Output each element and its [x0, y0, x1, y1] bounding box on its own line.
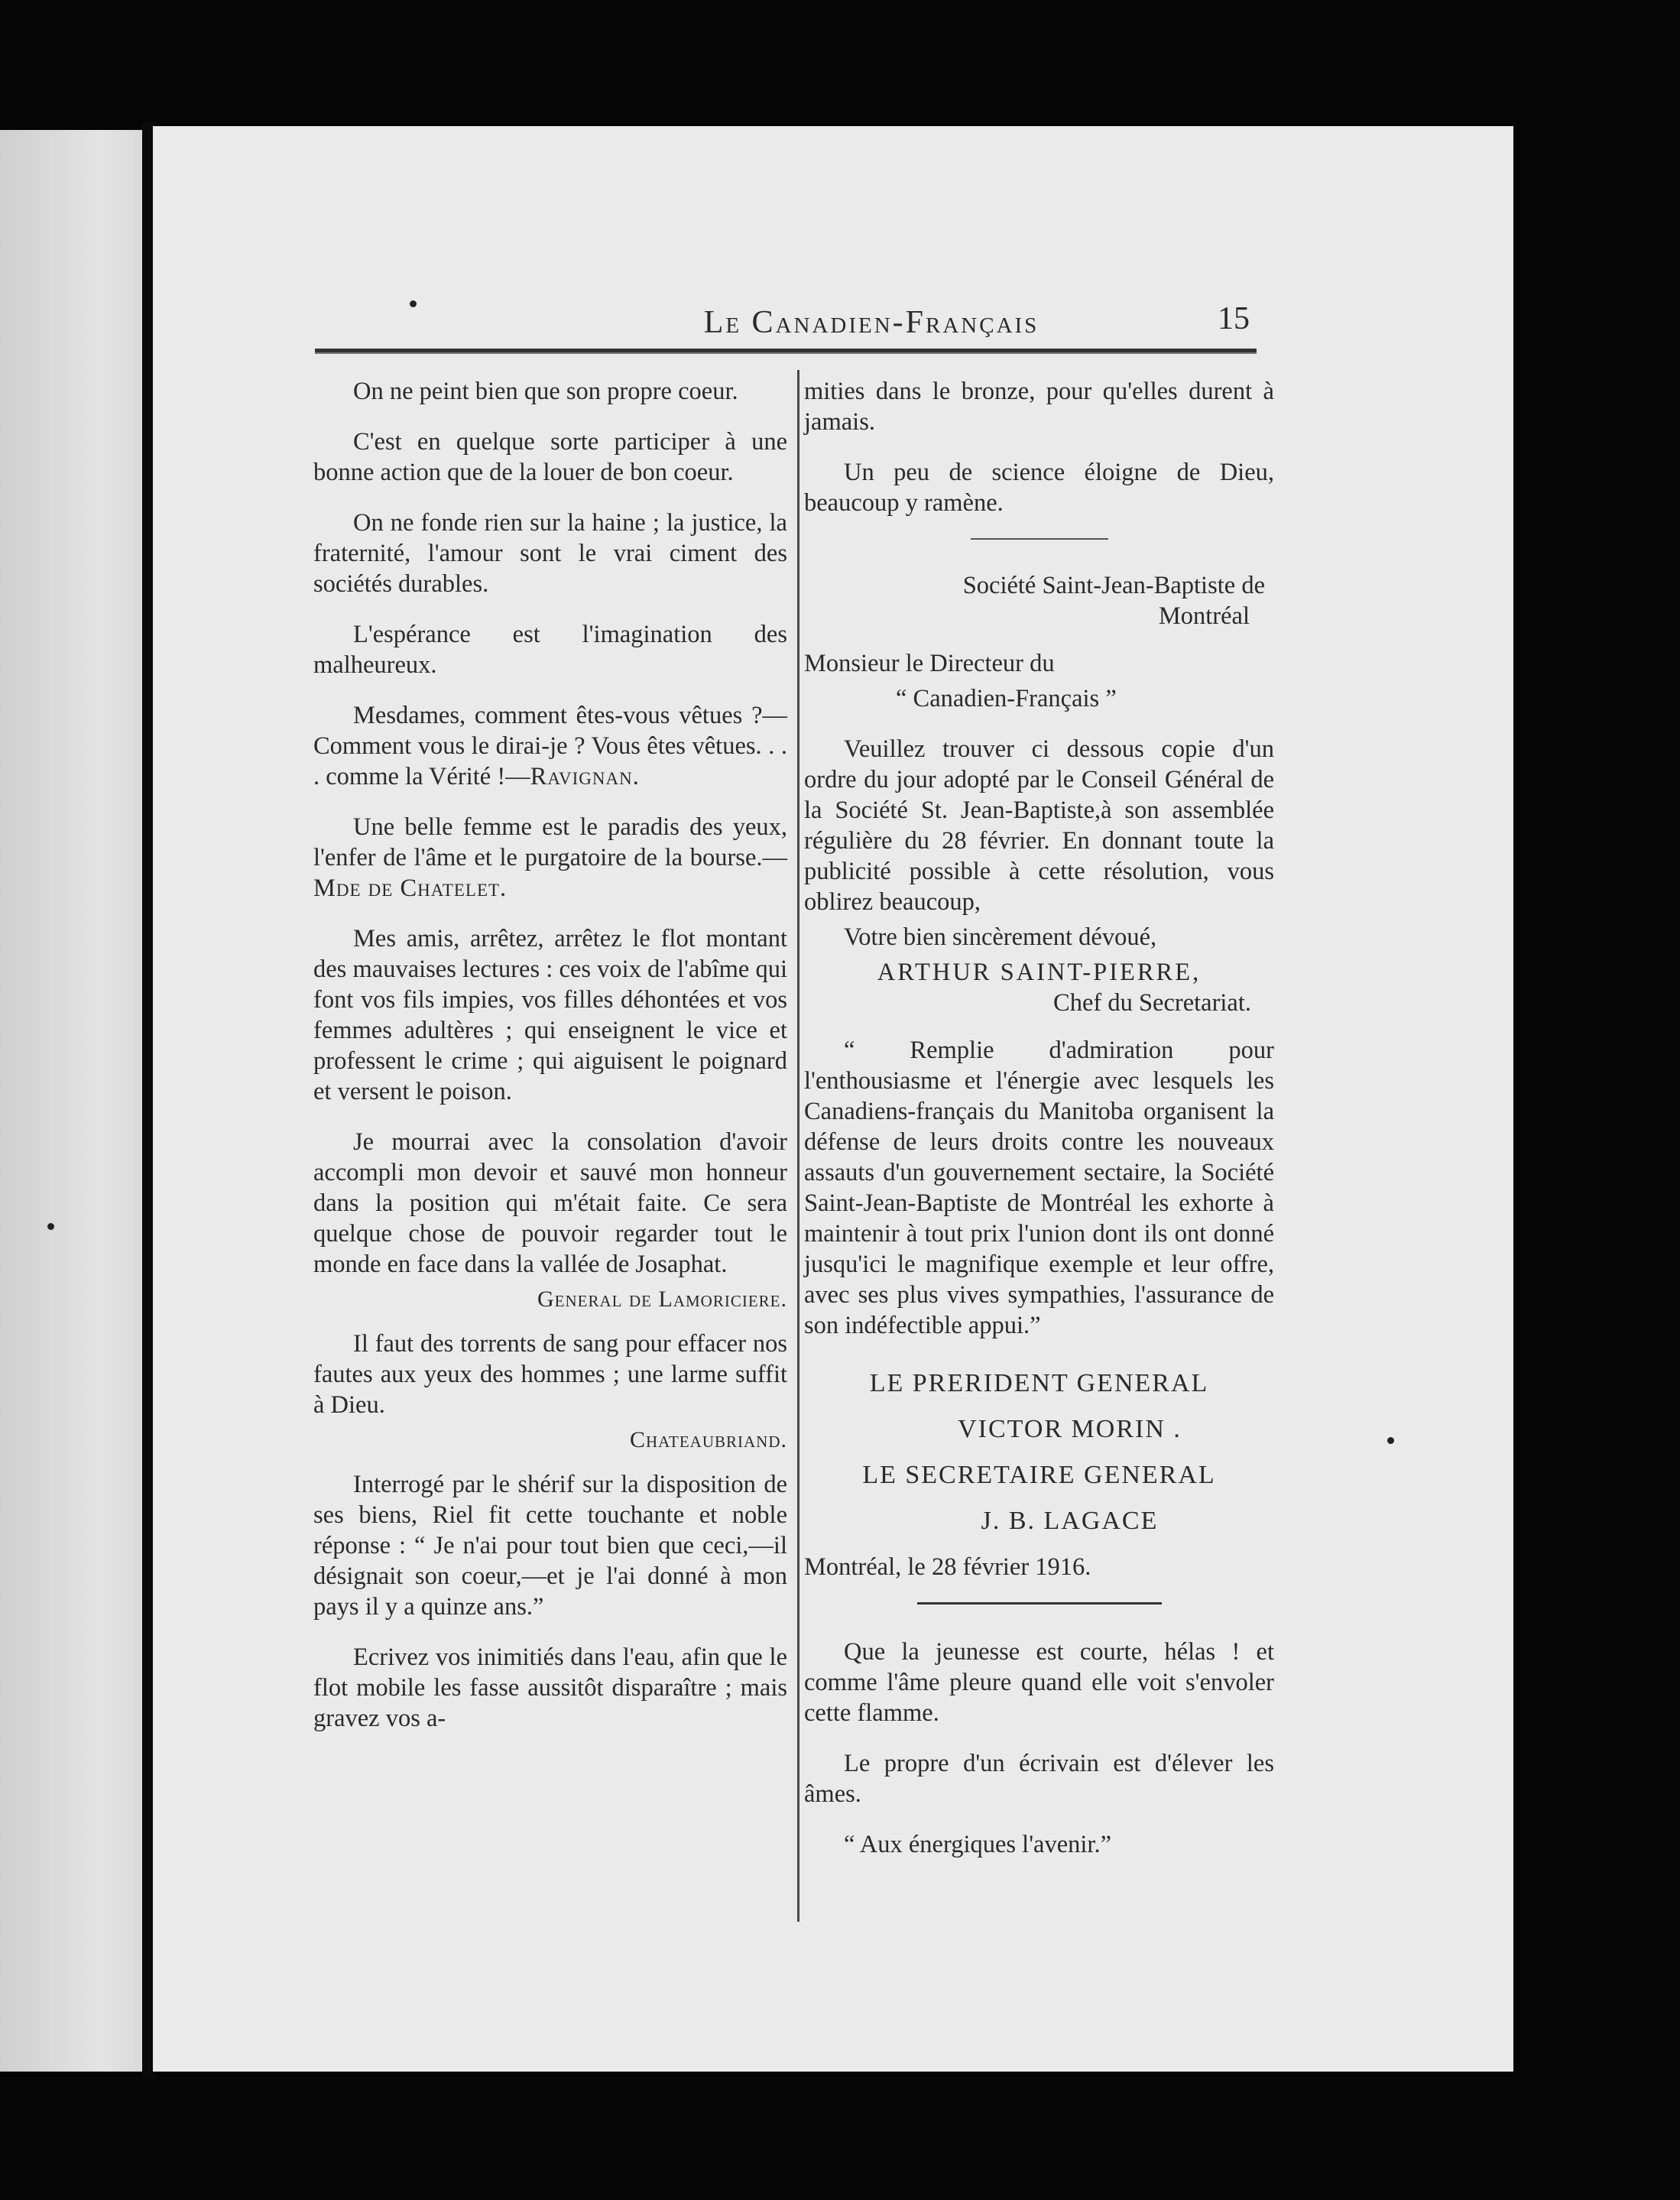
- maxim-paragraph: “ Aux énergiques l'avenir.”: [844, 1831, 1112, 1858]
- maxim-paragraph: L'espérance est l'imagination des malheureux.: [313, 621, 787, 679]
- maxim-paragraph: Je mourrai avec la consolation d'avoir accompli mon devoir et sauvé mon honneur dans la position qui m'était faite. Ce sera quelque chose de pouvoir regarder tout le monde en face dans la vallée de Josaphat.: [313, 1128, 787, 1278]
- column-rule: [797, 370, 799, 1922]
- maxim-paragraph: Ecrivez vos inimitiés dans l'eau, afin que le flot mobile les fasse aussitôt disparaître ; mais gravez vos a-: [313, 1644, 787, 1732]
- resolution-text: “ Remplie d'admiration pour l'enthousiasme et l'énergie avec lesquels les Canadiens-français du Manitoba organisent la défense de leurs droits contre les nouveaux assauts d'un gouvernement sectaire, la Société Saint-Jean-Baptiste de Montréal les exhorte à maintenir à tout prix l'union dont ils ont donné jusqu'ici le magnifique exemple et leur offre, avec ses plus vives sympathies, l'assurance de son indéfectible appui.”: [804, 1037, 1274, 1339]
- separator-rule: [971, 538, 1108, 540]
- officer-title: LE PRERIDENT GENERAL: [869, 1369, 1209, 1397]
- maxim-author: Chateaubriand.: [629, 1427, 787, 1452]
- maxim-paragraph: C'est en quelque sorte participer à une bonne action que de la louer de bon coeur.: [313, 428, 787, 486]
- running-head: Le Canadien-Français: [703, 305, 1039, 340]
- maxim-author: Ravignan.: [530, 763, 640, 790]
- dateline: Montréal, le 28 février 1916.: [804, 1553, 1091, 1581]
- speck: [1387, 1437, 1394, 1444]
- letterhead-city: Montréal: [1158, 602, 1250, 630]
- maxim-paragraph: Mes amis, arrêtez, arrêtez le flot montant des mauvaises lectures : ces voix de l'abîme qui font vos fils impies, vos filles déhontées et vos femmes adultères ; qui enseignent le vice et professent le crime ; qui aiguisent le poignard et versent le poison.: [313, 925, 787, 1105]
- header-rule: [315, 349, 1257, 354]
- maxim-paragraph: On ne fonde rien sur la haine ; la justice, la fraternité, l'amour sont le vrai ciment des sociétés durables.: [313, 509, 787, 598]
- signer-title: Chef du Secretariat.: [1053, 989, 1251, 1017]
- maxim-author: Mde de Chatelet.: [313, 874, 508, 902]
- maxim-paragraph: On ne peint bien que son propre coeur.: [353, 378, 738, 405]
- officer-name: J. B. LAGACE: [981, 1507, 1159, 1535]
- maxim-paragraph: Le propre d'un écrivain est d'élever les âmes.: [804, 1750, 1274, 1808]
- maxim-paragraph: Interrogé par le shérif sur la disposition de ses biens, Riel fit cette touchante et noble réponse : “ Je n'ai pour tout bien que ceci,—il désignait son coeur,—et je l'ai donné à mon pays il y a quinze ans.”: [313, 1471, 787, 1621]
- page-number: 15: [1218, 301, 1250, 336]
- officer-name: VICTOR MORIN .: [958, 1415, 1182, 1443]
- maxim-paragraph: Que la jeunesse est courte, hélas ! et comme l'âme pleure quand elle voit s'envoler cette flamme.: [804, 1638, 1274, 1727]
- speck: [47, 1223, 54, 1230]
- maxim-text: Mesdames, comment êtes-vous vêtues ?—Comment vous le dirai-je ? Vous êtes vêtues. . . . comme la Vérité !—: [313, 702, 787, 790]
- maxim-author: General de Lamoriciere.: [537, 1287, 787, 1312]
- right-margin-shadow: [1513, 115, 1680, 2102]
- signer-name: ARTHUR SAINT-PIERRE,: [877, 959, 1202, 986]
- officer-title: LE SECRETAIRE GENERAL: [862, 1461, 1216, 1489]
- maxim-paragraph: Un peu de science éloigne de Dieu, beaucoup y ramène.: [804, 459, 1274, 517]
- maxim-paragraph: mities dans le bronze, pour qu'elles durent à jamais.: [804, 378, 1274, 436]
- salutation-line: “ Canadien-Français ”: [896, 685, 1117, 712]
- maxim-paragraph: Il faut des torrents de sang pour effacer nos fautes aux yeux des hommes ; une larme suffit à Dieu.: [313, 1330, 787, 1419]
- maxim-text: Une belle femme est le paradis des yeux, l'enfer de l'âme et le purgatoire de la bourse.—: [313, 813, 787, 871]
- letter-closing: Votre bien sincèrement dévoué,: [844, 923, 1157, 951]
- left-column: [313, 376, 787, 1754]
- letterhead-society: Société Saint-Jean-Baptiste de: [962, 572, 1265, 599]
- adjacent-page-edge: [0, 130, 145, 2072]
- speck: [410, 300, 417, 307]
- maxim-paragraph: [313, 700, 787, 792]
- salutation-line: Monsieur le Directeur du: [804, 650, 1055, 677]
- right-column: [804, 376, 1274, 1880]
- separator-rule: [917, 1602, 1162, 1605]
- letter-body: Veuillez trouver ci dessous copie d'un ordre du jour adopté par le Conseil Général de la Société St. Jean-Baptiste,à son assemblée régulière du 28 février. En donnant toute la publicité possible à cette résolution, vous oblirez beaucoup,: [804, 735, 1274, 916]
- maxim-paragraph: [313, 812, 787, 904]
